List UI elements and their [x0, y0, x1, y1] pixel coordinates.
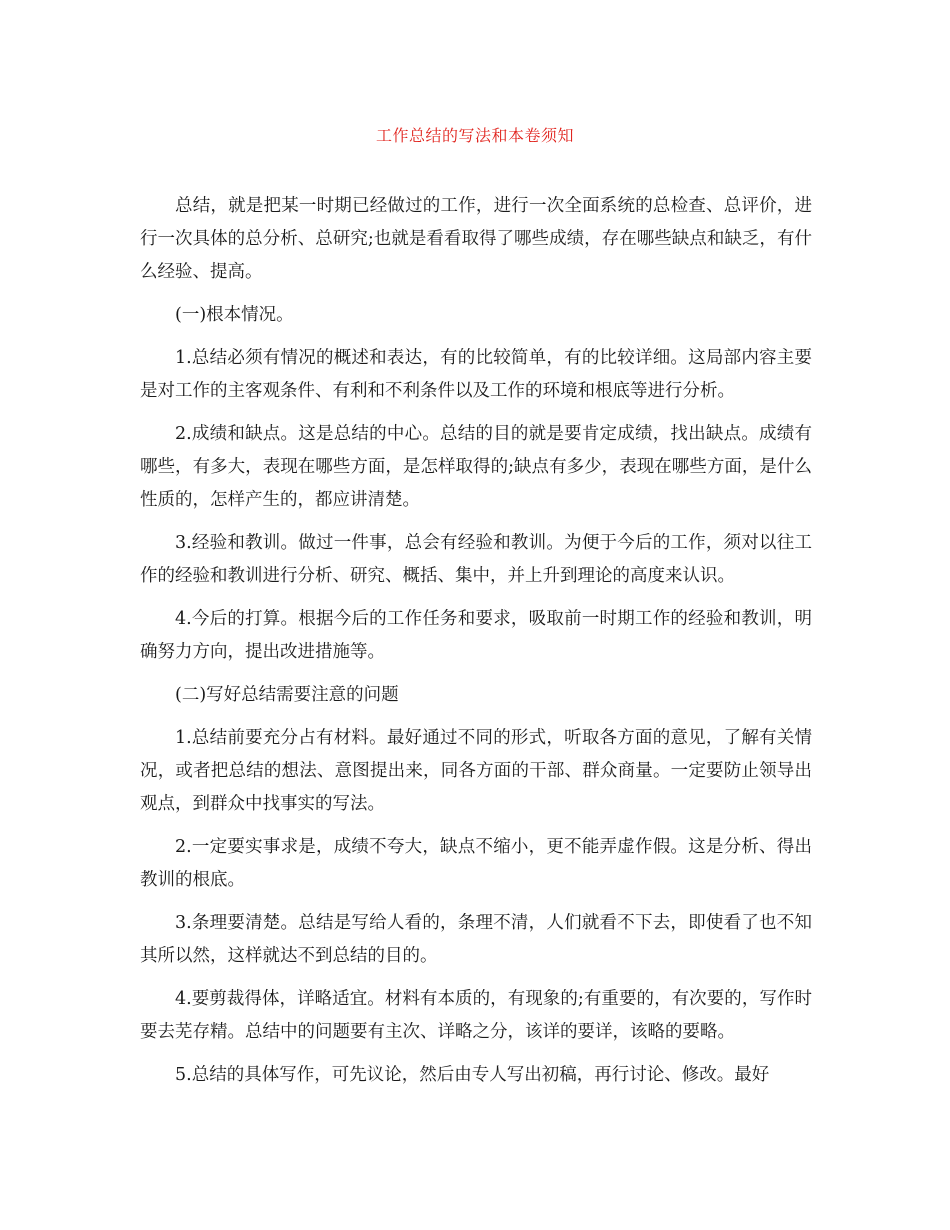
paragraph-note-4: 4.要剪裁得体，详略适宜。材料有本质的，有现象的;有重要的，有次要的，写作时要去芜存精。总结中的问题要有主次、详略之分，该详的要详，该略的要略。 [140, 989, 812, 1042]
paragraph-note-1: 1.总结前要充分占有材料。最好通过不同的形式，听取各方面的意见，了解有关情况，或者把总结的想法、意图提出来，同各方面的干部、群众商量。一定要防止领导出观点，到群众中找事实的写法。 [140, 728, 812, 814]
paragraph-note-3: 3.条理要清楚。总结是写给人看的，条理不清，人们就看不下去，即使看了也不知其所以然，这样就达不到总结的目的。 [140, 913, 812, 966]
paragraph-item-4: 4.今后的打算。根据今后的工作任务和要求，吸取前一时期工作的经验和教训，明确努力方向，提出改进措施等。 [140, 609, 812, 662]
paragraph-item-2: 2.成绩和缺点。这是总结的中心。总结的目的就是要肯定成绩，找出缺点。成绩有哪些，有多大，表现在哪些方面，是怎样取得的;缺点有多少，表现在哪些方面，是什么性质的，怎样产生的，都应讲清楚。 [140, 424, 812, 510]
section-heading-notes: (二)写好总结需要注意的问题 [175, 685, 399, 705]
section-heading-basic-situation: (一)根本情况。 [175, 305, 294, 325]
paragraph-intro: 总结，就是把某一时期已经做过的工作，进行一次全面系统的总检查、总评价，进行一次具体的总分析、总研究;也就是看看取得了哪些成绩，存在哪些缺点和缺乏，有什么经验、提高。 [140, 196, 812, 282]
paragraph-item-1: 1.总结必须有情况的概述和表达，有的比较简单，有的比较详细。这局部内容主要是对工作的主客观条件、有利和不利条件以及工作的环境和根底等进行分析。 [140, 348, 812, 401]
paragraph-note-5: 5.总结的具体写作，可先议论，然后由专人写出初稿，再行讨论、修改。最好 [175, 1065, 770, 1085]
paragraph-item-3: 3.经验和教训。做过一件事，总会有经验和教训。为便于今后的工作，须对以往工作的经验和教训进行分析、研究、概括、集中，并上升到理论的高度来认识。 [140, 533, 812, 586]
paragraph-note-2: 2.一定要实事求是，成绩不夸大，缺点不缩小，更不能弄虚作假。这是分析、得出教训的根底。 [140, 837, 812, 890]
document-body [140, 190, 812, 1102]
document-title: 工作总结的写法和本卷须知 [375, 126, 574, 145]
